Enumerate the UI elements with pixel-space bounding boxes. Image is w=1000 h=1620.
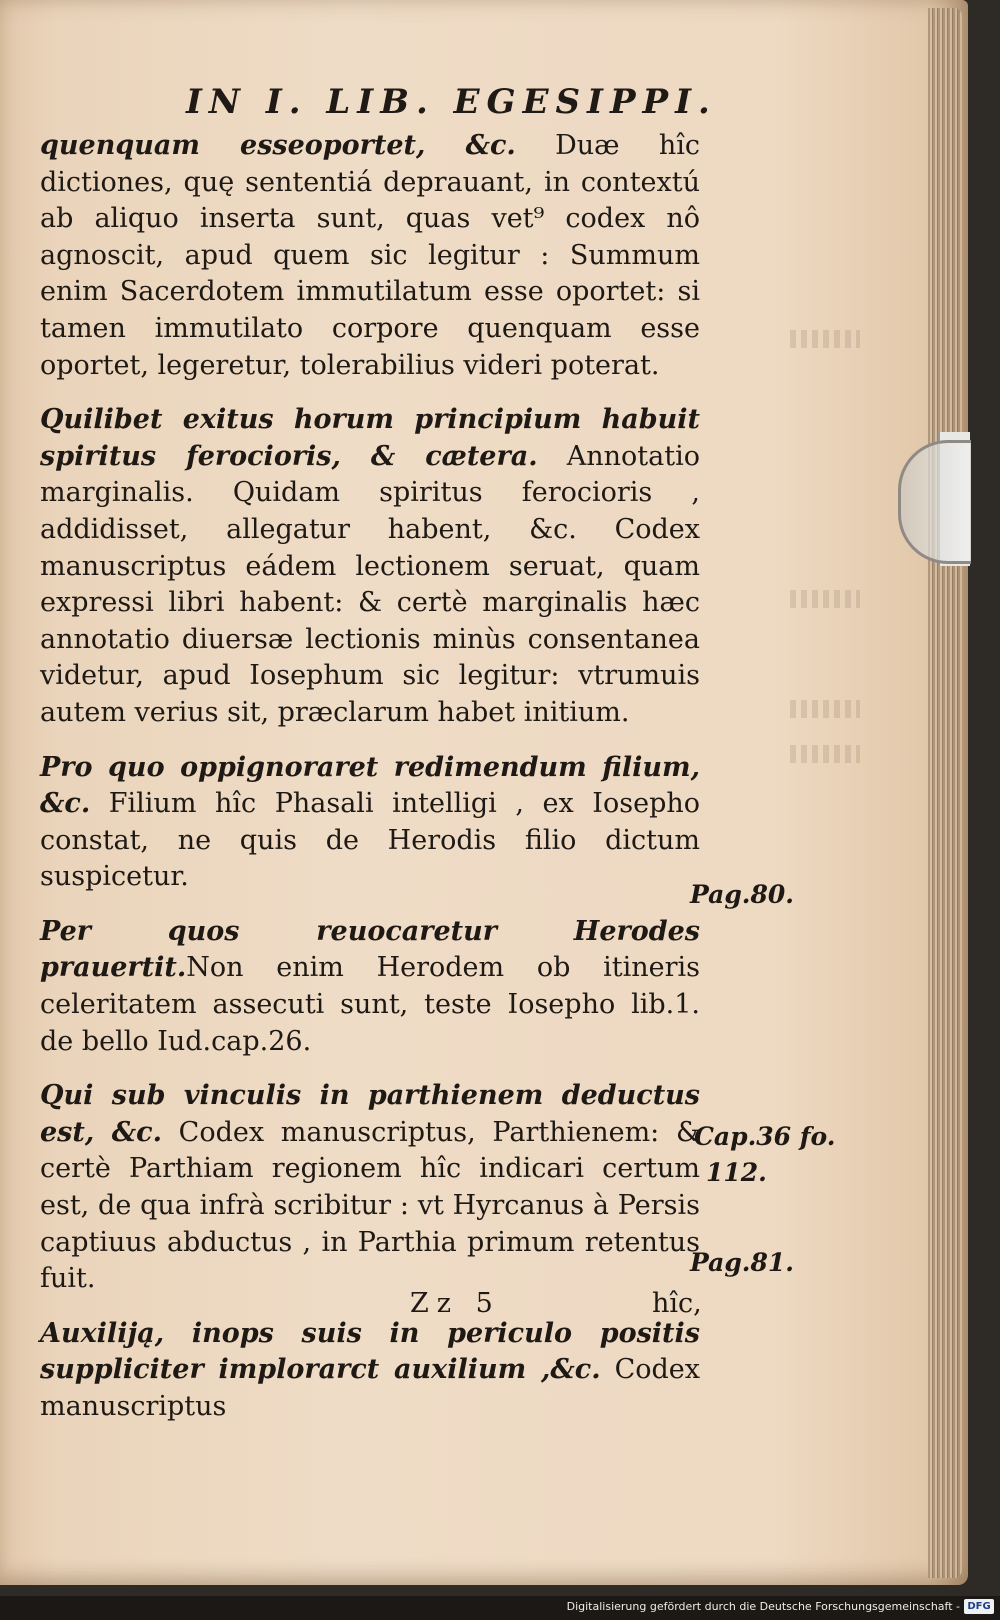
bleed-through-mark xyxy=(790,590,860,608)
marginal-note: Pag.80. xyxy=(690,880,795,909)
paragraph-4 xyxy=(40,914,700,1060)
marginal-note: Cap.36 fo. xyxy=(694,1122,836,1151)
marginal-note: Pag.81. xyxy=(690,1248,795,1277)
commentary: Non enim Herodem ob itineris celeritatem assecuti sunt, teste Iosepho lib.1. de bello Iud.cap.26. xyxy=(40,952,700,1057)
lemma: Qui sub vinculis in parthienem deductus est, &c. xyxy=(40,1080,700,1148)
paragraph-3 xyxy=(40,750,700,896)
lemma: Quilibet exitus horum principium habuit spiritus ferocioris, & cætera. xyxy=(40,404,700,472)
signature-mark: Zz 5 xyxy=(410,1288,501,1319)
funding-credit: Digitalisierung gefördert durch die Deutsche Forschungsgemeinschaft - xyxy=(566,1600,960,1613)
lemma: Auxiliją, inops suis in periculo positis suppliciter implorarct auxilium ,&c. xyxy=(40,1317,700,1386)
lemma: Pro quo oppignoraret redimendum filium, &c. xyxy=(40,751,700,820)
paper-clip-icon xyxy=(898,440,971,564)
bleed-through-mark xyxy=(790,745,860,763)
commentary: Duæ hîc dictiones, quę sententiá deprauant, in contextú ab aliquo inserta sunt, quas vet⁹ codex nô agnoscit, apud quem sic legitur : Summum enim Sacerdotem immutilatum esse oportet: si tamen immutilato corpore quenquam esse oportet, legeretur, tolerabilius videri poterat. xyxy=(40,130,700,381)
lemma: quenquam esseoportet, &c. xyxy=(40,130,516,161)
commentary: Codex manuscriptus, Parthienem: & certè Parthiam regionem hîc indicari certum est, de qua infrà scribitur : vt Hyrcanus à Persis captiuus abductus , in Parthia primum retentus fuit. xyxy=(40,1116,701,1295)
bleed-through-mark xyxy=(790,700,860,718)
page-edge-stack xyxy=(928,8,962,1578)
lemma: Per quos reuocaretur Herodes prauertit. xyxy=(40,915,700,984)
paragraph-5 xyxy=(40,1078,700,1298)
dfg-logo-icon: DFG xyxy=(964,1599,994,1614)
catchword: hîc, xyxy=(652,1288,702,1319)
bleed-through-mark xyxy=(790,330,860,348)
marginal-note: 112. xyxy=(706,1158,767,1187)
commentary-text xyxy=(40,128,700,1426)
commentary: Annotatio marginalis. Quidam spiritus ferocioris , addidisset, allegatur habent, &c. Codex manuscriptus eádem lectionem seruat, quam expressi libri habent: & certè marginalis hæc annotatio diuersæ lectionis minùs consentanea videtur, apud Iosephum sic legitur: vtrumuis autem verius sit, præclarum habet initium. xyxy=(40,440,700,728)
commentary: Codex manuscriptus xyxy=(40,1354,700,1422)
paragraph-2 xyxy=(40,402,700,731)
paragraph-6 xyxy=(40,1316,700,1426)
running-header: IN I. LIB. EGESIPPI. xyxy=(186,82,717,122)
commentary: Filium hîc Phasali intelligi , ex Iosepho constat, ne quis de Herodis filio dictum suspicetur. xyxy=(40,788,700,893)
paragraph-1 xyxy=(40,128,700,384)
